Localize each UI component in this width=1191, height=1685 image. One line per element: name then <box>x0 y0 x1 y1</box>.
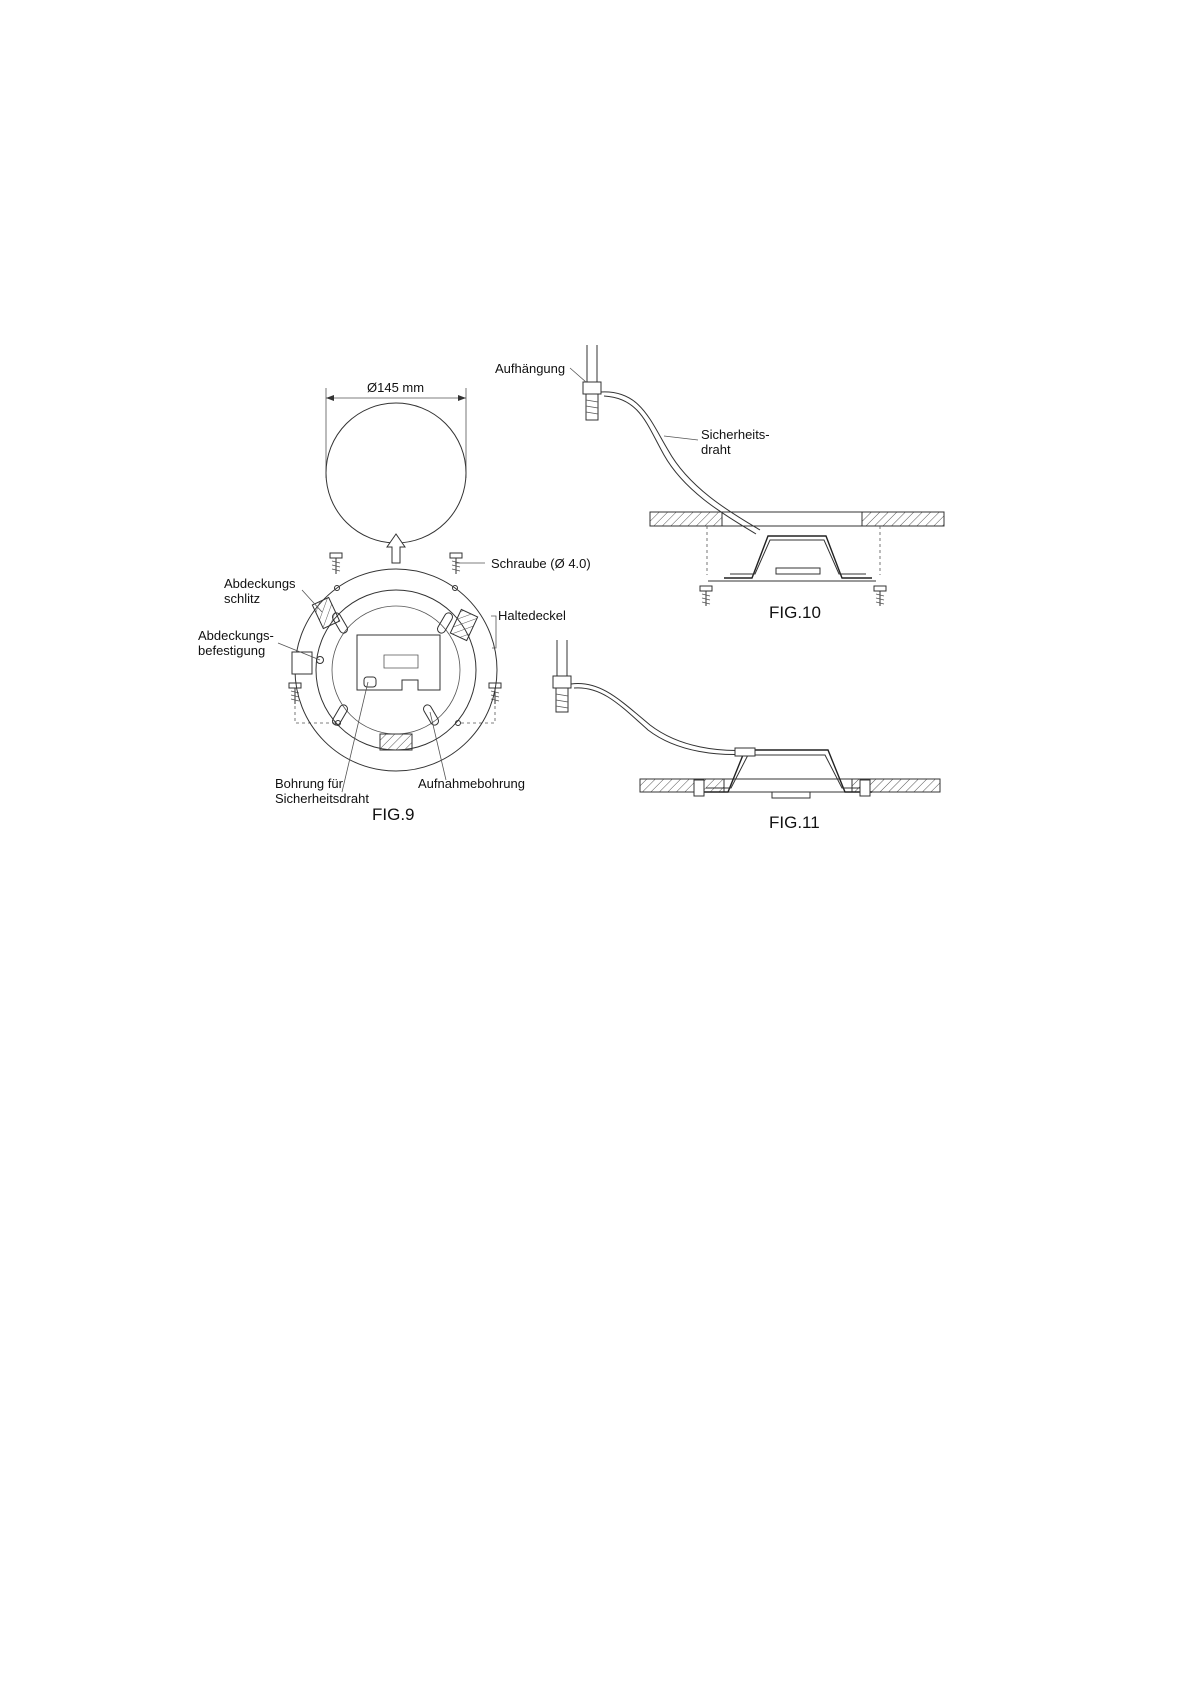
cover-slot-label-line1: Abdeckungs <box>224 576 296 591</box>
screw-icon <box>874 586 886 606</box>
bore-label-line2: Sicherheitsdraht <box>275 791 369 806</box>
screw-icon <box>700 586 712 606</box>
safety-wire-label-line1: Sicherheits- <box>701 427 770 442</box>
nut-icon <box>553 676 571 688</box>
mounting-bore-label: Aufnahmebohrung <box>418 776 525 791</box>
bore-label-line1: Bohrung für <box>275 776 343 791</box>
cover-slot-label-line2: schlitz <box>224 591 261 606</box>
cover-fix-label-line1: Abdeckungs- <box>198 628 274 643</box>
suspension-label: Aufhängung <box>495 361 566 376</box>
screw-icon <box>489 683 501 704</box>
screw-icon <box>450 553 462 574</box>
figure-9-caption: FIG.9 <box>372 805 415 824</box>
arrow-up-icon <box>387 534 405 563</box>
retaining-cover-label: Haltedeckel <box>498 608 566 623</box>
cover-plate <box>326 403 466 543</box>
screw-label: Schraube (Ø 4.0) <box>491 556 591 571</box>
figure-9 <box>198 380 591 824</box>
screw-icon <box>289 683 301 704</box>
cover-fix-label-line2: befestigung <box>198 643 266 658</box>
figure-10 <box>495 345 944 622</box>
nut-icon <box>583 382 601 394</box>
figure-10-caption: FIG.10 <box>769 603 821 622</box>
diameter-dimension <box>326 380 466 478</box>
screw-icon <box>330 553 342 574</box>
safety-wire-label-line2: draht <box>701 442 731 457</box>
dimension-label: Ø145 mm <box>367 380 425 395</box>
figure-11-caption: FIG.11 <box>769 813 820 832</box>
retaining-ring <box>292 569 497 771</box>
figure-11 <box>553 640 940 832</box>
